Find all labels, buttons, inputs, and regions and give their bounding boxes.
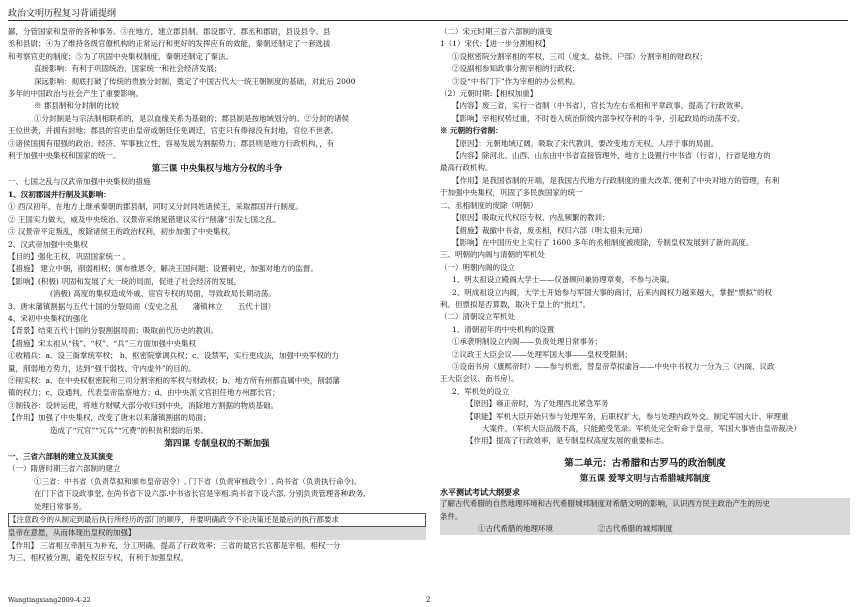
page-number: 2 [426, 596, 431, 604]
standard-line-1: 了解古代希腊的自然地理环境和古代希腊城邦制度对希腊文明的影响，认识西方民主政治产生的历史 [440, 498, 850, 510]
right-text-line: （二）宋元时期三省六部制的演变 [440, 27, 553, 36]
right-text-line: 【作用】是我国省制的开端，是我国古代地方行政制度的重大改革, 便利了中央对地方的管理，有利 [452, 175, 780, 185]
header-rule [8, 20, 848, 21]
left-text-line: 直接影响：有利于巩固统治，国家统一和社会经济发展； [34, 64, 222, 74]
lesson-title: 第五课 爱琴文明与古希腊城邦制度 [579, 473, 711, 484]
right-text-line: 2、明成祖设立内阁，大学士开始参与军国大事的商讨，后来内阁权力越来越大，掌握“票拟”的权 [452, 287, 772, 297]
left-text-line: 【措施】宋太祖从“钱”、“权”、“兵”三方面加强中央集权 [8, 338, 197, 348]
right-text-line: 王大臣会议、南书房）。 [440, 374, 519, 384]
footer-author-date: Wangtingxiang2009-4-22 [8, 596, 91, 604]
right-text-line: 最高行政机构。 [440, 163, 493, 173]
left-text-line: 4、宋初中央集权的强化 [8, 313, 88, 323]
right-text-line: 利。但票拟是否算数，取决于皇上的“批红”。 [440, 299, 591, 309]
left-text-line: ①收精兵：a、设三衙掌统军权； b、枢密院掌调兵权；c、设禁军，实行更戍法，加强中央军权的力 [8, 351, 339, 361]
left-text-line: 造成了“冗官”“冗兵”“冗费”的积贫积弱的后果。 [50, 425, 209, 435]
right-text-line: ②议政王大臣会议——处理军国大事——皇权受限制； [452, 349, 632, 359]
left-text-line: 皇帝在意愿，从而体现出皇权的加强】 [8, 527, 426, 539]
standard-items [440, 523, 850, 535]
right-text-line: ③设“中书门下”作为宰相的办公机构。 [452, 76, 580, 86]
left-text-line: 王位世袭，并拥有封地；郡县的官吏由皇帝或朝廷任免调迁，官吏只有俸禄没有封地，官位不世袭。 [8, 126, 338, 136]
left-text-line: 第四课 专制皇权的不断加强 [164, 439, 270, 449]
right-column-lines [440, 26, 850, 448]
right-text-line: 大案件。（军机大臣品级不高，只能跪受笔录；军机处完全听命于皇帝，军国大事皆由皇帝裁决） [482, 424, 801, 433]
left-text-line: 多年的中国政治与社会产生了重要影响。 [8, 89, 143, 99]
right-text-line: 【原因】：元朝地域辽阔，吸取了宋代教训，要改变地方无权，人浮于事的局面。 [452, 138, 719, 148]
right-text-line: 【影响】宰相权势过重，不时卷入统治阶级内部争权夺利的斗争，引起政局的动荡不安。 [452, 113, 745, 123]
left-text-line: 鄙，分管国家和皇帝的各种事务。③在地方，建立郡县制。郡设郡守、郡丞和郡尉，县设县令、县 [8, 27, 331, 36]
left-text-line: ③ 汉景帝平定叛乱，废除诸侯王的政治权利，初步加强了中央集权。 [8, 227, 236, 237]
left-text-line: ※ 郡县制和分封制的比较 [34, 101, 119, 111]
right-text-line: 1、明太祖设立殿阁大学士——仅备顾问兼协理章奏，不参与决策。 [452, 275, 675, 285]
right-text-line: （一）明朝内阁的设立 [440, 262, 515, 272]
right-text-line: 二、丞相制度的废除（明朝） [440, 200, 538, 210]
left-text-line: ②削实权：a、在中央权枢密院和三司分割宰相的军权与财政权；b、地方所有州都直属中央，削弱藩 [8, 375, 340, 385]
right-text-line: 1（1）宋代:【进一步分割相权】 [440, 39, 550, 49]
left-text-line: 【影响】(积极) 巩固和发展了大一统的局面，促进了社会经济的发展。 [8, 276, 242, 286]
right-text-line: 【影响】在中国历史上实行了 1600 多年的丞相制度被废除，专制皇权发展到了新的高度。 [452, 237, 754, 247]
left-text-line: 利于加强中央集权和国家的统一。 [8, 151, 121, 161]
right-text-line: （二）清朝设立军机处 [440, 312, 515, 322]
right-text-line: 1、清朝初年的中央机构的设置 [452, 324, 555, 334]
left-text-line: 【目的】强化王权，巩固国家统一 。 [8, 251, 131, 261]
left-text-line: ①分封制是与宗法制相联系的，是以血缘关系为基础的；郡县制是按地域划分的。②分封的诸侯 [34, 113, 349, 123]
left-text-line: 3、唐末藩镇割据与五代十国的分裂局面（安史之乱 藩镇林立 五代十国） [8, 301, 276, 311]
left-text-line: 为三，相权被分割，避免权臣专权，有利于加强皇权。 [8, 553, 188, 563]
left-text-line: 和考察官吏的制度；⑤为了巩固中央集权制度，秦朝还制定了秦法。 [8, 51, 233, 61]
right-text-line: ①承袭明制设立内阁——负责处理日常事务； [452, 337, 602, 347]
left-text-line: 丞和县尉；④为了维持各级官僚机构的正常运行和更好的发挥应有的效能，秦朝还制定了一套选拔 [8, 39, 331, 49]
right-text-line: 【原因】吸取元代权臣专权、内乱频繁的教训； [452, 213, 610, 223]
left-text-line: 【作用】加强了中央集权，改变了唐末以来藩镇割据的局面； [8, 413, 211, 423]
left-text-line: 【注意政令的从制定到最后执行所经历的部门的顺序，并要明确政令不论决策还是最后的执行都要求 [8, 513, 426, 527]
right-text-line: ②设副相参知政事分割宰相的行政权； [452, 64, 580, 74]
left-text-line: ③诸侯国拥有很强的政治、经济、军事独立性，容易发展为割据势力；郡县则是地方行政机构，，有 [8, 138, 335, 148]
standard-heading: 水平测试考试大纲要求 [440, 486, 520, 497]
right-text-line: ③设南书房（康熙帝时）——参与机密，替皇帝草拟谕旨——中央中书权力一分为三（内阁、议政 [452, 361, 775, 371]
right-text-line: （2）元朝时期:【相权加重】 [440, 89, 538, 99]
right-column [440, 26, 850, 535]
right-text-line: 【措施】裁撤中书省，废丞相，权归六部（明太祖朱元璋） [452, 225, 647, 235]
left-text-line: 镇的权力；c、设通判，代表皇帝监察地方；d、由中央派文官担任地方州郡长官； [8, 388, 280, 398]
left-text-line: 2、汉武帝加强中央集权 [8, 239, 88, 249]
left-text-line: ② 王国实力做大，威及中央统治。汉景帝采纳晁错建议实行“削藩”引发七国之乱。 [8, 214, 281, 224]
left-column [8, 26, 426, 565]
right-text-line: ①设枢密院分割宰相的军权，三司（度支、盐铁、户部）分割宰相的财政权； [452, 51, 707, 61]
right-text-line: 2、军机处的设立 [452, 386, 510, 396]
left-text-line: 处理日常事务。 [34, 501, 87, 511]
right-text-line: 于加强中央集权，巩固了多民族国家的统一 [440, 188, 583, 198]
unit-title: 第二单元：古希腊和古罗马的政治制度 [564, 457, 726, 469]
left-text-line: ① 西汉初年，在地方上继承秦朝的郡县制，同时又分封同姓诸侯王，采取郡国并行制度。 [8, 202, 303, 212]
left-text-line: 量，削弱地方势力，达到“强干弱枝、守内虚外”的目的。 [8, 363, 196, 373]
left-text-line: 【作用】 三省相互牵制互为补充，分工明确，提高了行政效率；三省的最官长官都是宰相，相权一分 [8, 540, 341, 550]
right-text-line: 三、明朝的内阁与清朝的军机处 [440, 250, 545, 260]
left-text-line: 1、汉初郡国并行制及其影响： [8, 189, 111, 199]
right-text-line: 【作用】提高了行政效率，是专制皇权高度发展的重要标志。 [466, 436, 669, 446]
right-text-line: 【内容】废三省，实行一省制（中书省），官长为左右丞相和平章政事，提高了行政效率。 [452, 101, 749, 111]
left-text-line: (消极) 高度的集权造成外戚、宦官专权的局面，导致政局长期动荡。 [50, 289, 276, 299]
right-text-line: 【职能】军机大臣开始只参与处理军务，后职权扩大，参与处理内政外交、制定军国大计、审理重 [466, 411, 789, 421]
right-text-line: 【内容】除河北、山西、山东由中书省直接管理外，地方上设置行中书省（行省），行省是地方的 [452, 151, 771, 161]
standard-item-2: ②古代希腊的城邦制度 [597, 524, 673, 534]
right-text-line: 【原因】雍正帝时，为了处理西北紧急军务 [466, 399, 609, 409]
left-text-line: （一）隋唐时期三省六部制的建立 [8, 464, 121, 474]
left-text-line: 一、三省六部制的建立及其演变 [8, 452, 113, 461]
left-text-line: 在门下省下设政事堂, 在尚书省下设六部.中书省长官是宰相.尚书省下设六部, 分别负责管理各种政务, [34, 489, 366, 499]
left-text-line: 【措施】 建立中朝，削弱相权；颁布推恩令，解决王国问题；设置刺史，加强对地方的监督。 [8, 264, 318, 274]
left-text-line: 一、七国之乱与汉武帝加强中央集权的措施 [8, 177, 151, 187]
right-text-line: ※ 元朝的行省制： [440, 126, 503, 136]
standard-line-2: 条件。 [440, 511, 850, 523]
left-text-line: 【背景】结束五代十国的分裂割据局面；吸取前代历史的教训。 [8, 326, 218, 336]
left-text-line: ③制钱谷：设转运使，将地方财赋大部分收归到中央，消除地方割据的物质基础。 [8, 400, 278, 410]
left-text-line: 第三课 中央集权与地方分权的斗争 [151, 164, 283, 175]
left-text-line: 深远影响：彻底打破了传统的贵族分封制，奠定了中国古代大一统王朝制度的基础，对此后 2000 [34, 76, 356, 86]
left-text-line: ①三省：中书省（负责草拟和颁布皇帝诏令）, 门下省（负责审核政令）, 尚书省（负责执行命令), [34, 476, 357, 486]
page-header-title: 政治文明历程复习背诵提纲 [8, 9, 117, 19]
standard-item-1: ①古代希腊的地理环境 [478, 524, 553, 534]
